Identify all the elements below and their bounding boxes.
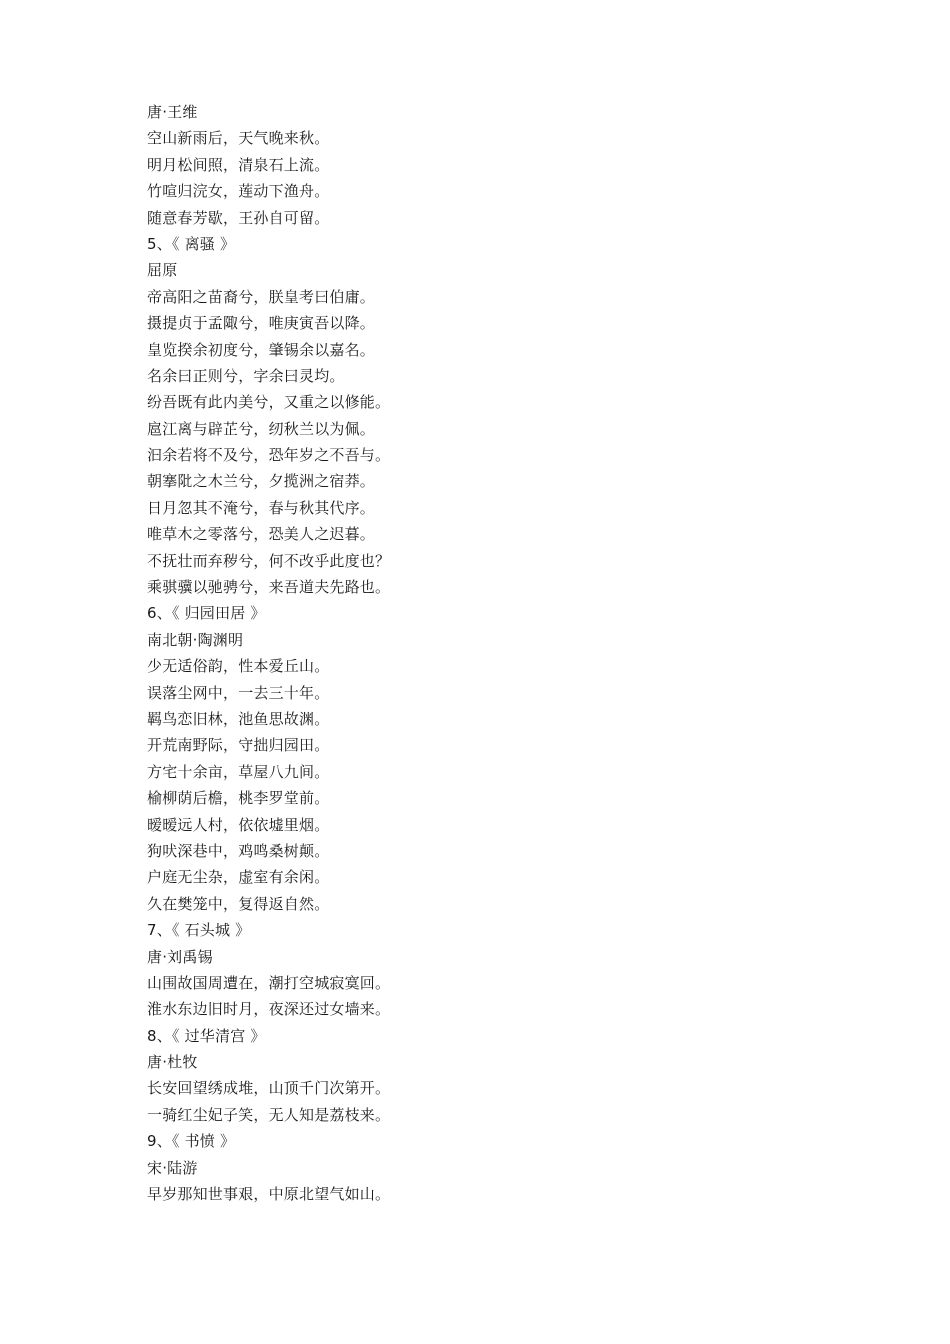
verse-line: 榆柳荫后檐，桃李罗堂前。 [147,789,330,808]
verse-line: 山围故国周遭在，潮打空城寂寞回。 [147,973,391,992]
verse-line: 长安回望绣成堆，山顶千门次第开。 [147,1079,391,1098]
author-line: 宋·陆游 [147,1158,198,1177]
poem-title: 7、《 石头城 》 [147,921,251,940]
verse-line: 朝搴阰之木兰兮，夕揽洲之宿莽。 [147,472,376,491]
author-line: 唐·王维 [147,103,198,121]
verse-line: 早岁那知世事艰，中原北望气如山。 [147,1185,391,1204]
verse-line: 少无适俗韵，性本爱丘山。 [147,657,330,676]
verse-line: 纷吾既有此内美兮，又重之以修能。 [147,393,391,412]
verse-line: 户庭无尘杂，虚室有余闲。 [147,868,330,887]
verse-line: 空山新雨后，天气晚来秋。 [147,129,330,148]
author-line: 唐·杜牧 [147,1053,198,1072]
verse-line: 乘骐骥以驰骋兮，来吾道夫先路也。 [147,578,391,597]
verse-line: 误落尘网中，一去三十年。 [147,683,330,702]
author-line: 唐·刘禹锡 [147,947,213,966]
verse-line: 羁鸟恋旧林，池鱼思故渊。 [147,709,330,728]
verse-line: 一骑红尘妃子笑，无人知是荔枝来。 [147,1105,391,1124]
poem-title: 6、《 归园田居 》 [147,604,266,623]
verse-line: 久在樊笼中，复得返自然。 [147,894,330,913]
poem-title: 9、《 书愤 》 [147,1132,236,1151]
verse-line: 名余曰正则兮，字余曰灵均。 [147,366,345,385]
verse-line: 随意春芳歇，王孙自可留。 [147,208,330,227]
poem-title: 8、《 过华清宫 》 [147,1026,266,1045]
poem-title: 5、《 离骚 》 [147,234,236,253]
verse-line: 唯草木之零落兮，恐美人之迟暮。 [147,525,376,544]
verse-line: 不抚壮而弃秽兮，何不改乎此度也？ [147,551,391,570]
verse-line: 帝高阳之苗裔兮，朕皇考曰伯庸。 [147,287,376,306]
verse-line: 日月忽其不淹兮，春与秋其代序。 [147,498,376,517]
author-line: 南北朝·陶渊明 [147,630,244,649]
verse-line: 方宅十余亩，草屋八九间。 [147,762,330,781]
verse-line: 竹喧归浣女，莲动下渔舟。 [147,182,330,201]
verse-line: 狗吠深巷中，鸡鸣桑树颠。 [147,841,330,860]
verse-line: 开荒南野际，守拙归园田。 [147,736,330,755]
verse-line: 皇览揆余初度兮，肇锡余以嘉名。 [147,340,376,359]
verse-line: 汩余若将不及兮，恐年岁之不吾与。 [147,446,391,465]
verse-line: 扈江离与辟芷兮，纫秋兰以为佩。 [147,419,376,438]
author-line: 屈原 [147,261,178,280]
verse-line: 淮水东边旧时月，夜深还过女墙来。 [147,1000,391,1019]
verse-line: 明月松间照，清泉石上流。 [147,155,330,174]
verse-line: 暧暧远人村，依依墟里烟。 [147,815,330,834]
verse-line: 摄提贞于孟陬兮，唯庚寅吾以降。 [147,314,376,333]
document-body [147,99,847,1207]
